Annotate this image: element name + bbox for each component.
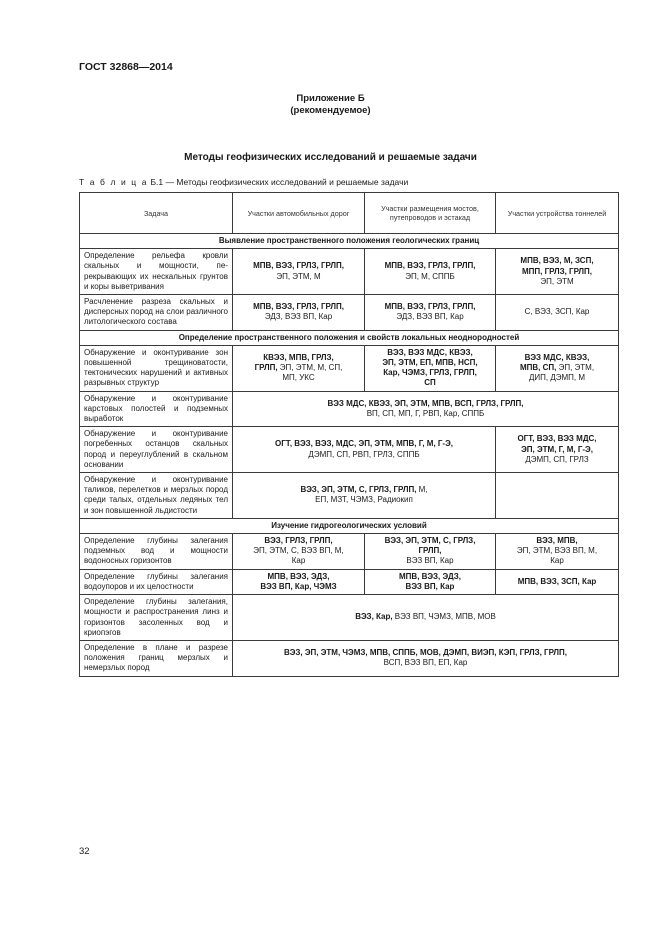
method-cell bbox=[365, 249, 496, 295]
method-codes: МП, УКС bbox=[282, 373, 315, 383]
method-codes: С, ВЭЗ, ЗСП, Кар bbox=[524, 307, 590, 317]
method-codes: МПВ, ВЭЗ, ГРЛЗ, ГРЛП, bbox=[384, 261, 476, 271]
method-cell bbox=[233, 345, 365, 391]
method-cell bbox=[233, 595, 619, 641]
method-codes: МПВ, ВЭЗ, ГРЛЗ, ГРЛП, bbox=[384, 302, 476, 312]
method-codes: ВЭЗ МДС, КВЭЗ, ЭП, ЭТМ, МПВ, ВСП, ГРЛЗ, ГРЛП, bbox=[327, 398, 524, 408]
section-title: Изучение гидрогеологических условий bbox=[80, 518, 619, 533]
task-cell: Определение глубины залегания, мощности и распространения линз и горизонтов засоленных вод и криопэгов bbox=[80, 595, 233, 641]
method-cell bbox=[233, 473, 496, 519]
caption-text: — Методы геофизических исследований и решаемые задачи bbox=[163, 177, 409, 187]
method-cell bbox=[496, 569, 619, 594]
method-cell bbox=[233, 640, 619, 676]
method-codes: ВСП, ВЭЗ ВП, ЕП, Кар bbox=[383, 658, 468, 668]
method-codes: ВЭЗ, ЭП, ЭТМ, ЧЭМЗ, МПВ, СППБ, МОВ, ДЭМП, ВИЭП, КЭП, ГРЛЗ, ГРЛП, bbox=[284, 648, 567, 657]
method-cell bbox=[233, 427, 496, 473]
method-cell bbox=[496, 295, 619, 331]
task-cell: Определение в плане и разрезе положения границ мерзлых и немерзлых пород bbox=[80, 640, 233, 676]
method-cell bbox=[233, 295, 365, 331]
method-cell bbox=[365, 569, 496, 594]
method-cell bbox=[496, 534, 619, 570]
section-heading: Методы геофизических исследований и решаемые задачи bbox=[184, 152, 477, 163]
task-cell: Обнаружение и оконтуривание погребенных останцов скальных пород и переуглублений в скальном основании bbox=[80, 427, 233, 473]
method-codes: ВП, СП, МП, Г, РВП, Кар, СППБ bbox=[366, 408, 485, 418]
method-codes: ВЭЗ ВП, Кар bbox=[405, 581, 455, 591]
table-row bbox=[80, 295, 619, 331]
table-row bbox=[80, 595, 619, 641]
method-codes: Кар bbox=[291, 556, 306, 566]
task-cell: Обнаружение и оконтуривание таликов, перелетков и мерзлых пород среди талых, отдельных ледяных тел и зон повышенной льдистости bbox=[80, 473, 233, 519]
section-row bbox=[80, 330, 619, 345]
method-codes: МПВ, ВЭЗ, ГРЛЗ, ГРЛП, bbox=[253, 302, 344, 312]
task-cell: Определение рельефа кровли скальных и мощности, перекрывающих их нескальных грунтов и коры выветривания bbox=[80, 249, 233, 295]
method-codes: ГРЛП, bbox=[418, 546, 442, 556]
table-row bbox=[80, 427, 619, 473]
method-codes: ЭП, ЭТМ, ЕП, МПВ, НСП, bbox=[382, 358, 478, 368]
task-cell: Определение глубины залегания водоупоров и их целостности bbox=[80, 569, 233, 594]
method-codes: ВЭЗ ВП, Кар bbox=[406, 556, 454, 566]
method-codes: ОГТ, ВЭЗ, ВЭЗ МДС, bbox=[517, 434, 597, 444]
appendix-note: (рекомендуемое) bbox=[290, 105, 371, 116]
section-title: Определение пространственного положения и свойств локальных неоднородностей bbox=[80, 330, 619, 345]
method-codes: ДЭМП, СП, РВП, ГРЛЗ, СППБ bbox=[308, 449, 420, 459]
method-codes: ЭП, ЭТМ, М bbox=[276, 271, 321, 281]
method-codes: ВЭЗ ВП, ЧЭМЗ, МПВ, МОВ bbox=[392, 612, 496, 622]
caption-label: Т а б л и ц а bbox=[79, 177, 149, 187]
task-cell: Обнаружение и оконтуривание зон повышенной трещиноватости, тектонических нарушений и активных разрывных структур bbox=[80, 345, 233, 391]
method-codes: МПВ, ВЭЗ, ЭДЗ, bbox=[399, 571, 461, 581]
section-row bbox=[80, 234, 619, 249]
table-row bbox=[80, 473, 619, 519]
method-codes: ВЭЗ, ВЭЗ МДС, КВЭЗ, bbox=[387, 347, 473, 357]
method-codes: ЕП, МЗТ, ЧЭМЗ, Радиокип bbox=[315, 495, 413, 505]
column-header: Участки автомобильных дорог bbox=[233, 193, 365, 234]
column-header: Участки размещения мостов, путепроводов и эстакад bbox=[365, 193, 496, 234]
method-codes: ОГТ, ВЭЗ, ВЭЗ, МДС, ЭП, ЭТМ, МПВ, Г, М, Г-Э, bbox=[274, 439, 454, 449]
method-codes: ВЭЗ, ЭП, ЭТМ, С, ГРЛЗ, ГРЛП, bbox=[300, 485, 417, 495]
methods-table-body bbox=[80, 193, 619, 677]
method-cell bbox=[365, 534, 496, 570]
table-row bbox=[80, 391, 619, 427]
method-cell bbox=[233, 249, 365, 295]
method-cell bbox=[496, 427, 619, 473]
method-codes: Кар bbox=[550, 556, 564, 566]
method-cell bbox=[365, 345, 496, 391]
method-codes: ВЭЗ, ГРЛЗ, ГРЛП, bbox=[264, 536, 333, 546]
section-row bbox=[80, 518, 619, 533]
method-codes: КВЭЗ, МПВ, ГРЛЗ, bbox=[263, 352, 334, 362]
method-codes: ВЭЗ, МПВ, bbox=[536, 536, 578, 546]
standard-number: ГОСТ 32868—2014 bbox=[79, 61, 173, 73]
method-cell bbox=[496, 473, 619, 519]
method-codes: ЭП, М, СППБ bbox=[405, 271, 455, 281]
methods-table bbox=[79, 192, 619, 677]
table-row bbox=[80, 345, 619, 391]
task-cell: Обнаружение и оконтуривание карстовых полостей и подземных выработок bbox=[80, 391, 233, 427]
method-codes: М, bbox=[416, 485, 428, 495]
method-codes: ВЭЗ МДС, КВЭЗ, bbox=[524, 352, 590, 362]
table-row bbox=[80, 569, 619, 594]
task-cell: Определение глубины залегания подземных вод и мощности водоносных горизонтов bbox=[80, 534, 233, 570]
table-caption bbox=[79, 177, 408, 187]
method-codes: ДЭМП, СП, ГРЛЗ bbox=[525, 454, 589, 464]
page-number: 32 bbox=[79, 846, 90, 857]
method-codes: ЭП, ЭТМ, С, ВЭЗ ВП, М, bbox=[253, 546, 344, 556]
method-codes: ДИП, ДЭМП, М bbox=[528, 373, 586, 383]
method-codes: МПВ, ВЭЗ, ЭДЗ, bbox=[267, 571, 330, 581]
method-codes: ЭДЗ, ВЭЗ ВП, Кар bbox=[264, 312, 333, 322]
method-codes: ВЭЗ, Кар, bbox=[355, 612, 393, 622]
method-cell bbox=[233, 534, 365, 570]
method-codes: ЭП, ЭТМ, Г, М, Г-Э, bbox=[521, 444, 593, 454]
method-codes: ЭДЗ, ВЭЗ ВП, Кар bbox=[396, 312, 464, 322]
table-row bbox=[80, 640, 619, 676]
method-cell bbox=[233, 391, 619, 427]
table-row bbox=[80, 534, 619, 570]
method-cell bbox=[496, 249, 619, 295]
method-codes: ГРЛП, bbox=[254, 363, 278, 373]
method-codes: ЭП, ЭТМ, ВЭЗ ВП, М, bbox=[516, 546, 598, 556]
method-codes: ЭП, ЭТМ, М, СП, bbox=[277, 363, 343, 373]
method-codes: ВЭЗ, ЭП, ЭТМ, С, ГРЛЗ, bbox=[384, 536, 476, 546]
method-codes: ЭП, ЭТМ, bbox=[556, 363, 595, 373]
method-codes: Кар, ЧЭМЗ, ГРЛЗ, ГРЛП, bbox=[383, 368, 477, 378]
appendix-heading bbox=[0, 93, 661, 117]
method-codes: МПП, ГРЛЗ, ГРЛП, bbox=[522, 266, 592, 276]
section-title: Выявление пространственного положения геологических границ bbox=[80, 234, 619, 249]
task-cell: Расчленение разреза скальных и дисперсных пород на слои различного литологического состава bbox=[80, 295, 233, 331]
method-codes: ВЭЗ ВП, Кар, ЧЭМЗ bbox=[260, 581, 337, 591]
method-cell bbox=[365, 295, 496, 331]
method-cell bbox=[496, 345, 619, 391]
header-row bbox=[80, 193, 619, 234]
method-codes: МПВ, ВЭЗ, ГРЛЗ, ГРЛП, bbox=[253, 261, 344, 271]
method-codes: МПВ, СП, bbox=[519, 363, 557, 373]
method-codes: МПВ, ВЭЗ, М, ЗСП, bbox=[520, 256, 594, 266]
column-header: Задача bbox=[80, 193, 233, 234]
method-cell bbox=[233, 569, 365, 594]
column-header: Участки устройства тоннелей bbox=[496, 193, 619, 234]
method-codes: МПВ, ВЭЗ, ЗСП, Кар bbox=[517, 576, 597, 586]
method-codes: ЭП, ЭТМ bbox=[540, 276, 574, 286]
caption-number: Б.1 bbox=[150, 177, 164, 187]
appendix-title: Приложение Б bbox=[296, 93, 365, 104]
table-row bbox=[80, 249, 619, 295]
method-codes: СП bbox=[424, 378, 436, 388]
